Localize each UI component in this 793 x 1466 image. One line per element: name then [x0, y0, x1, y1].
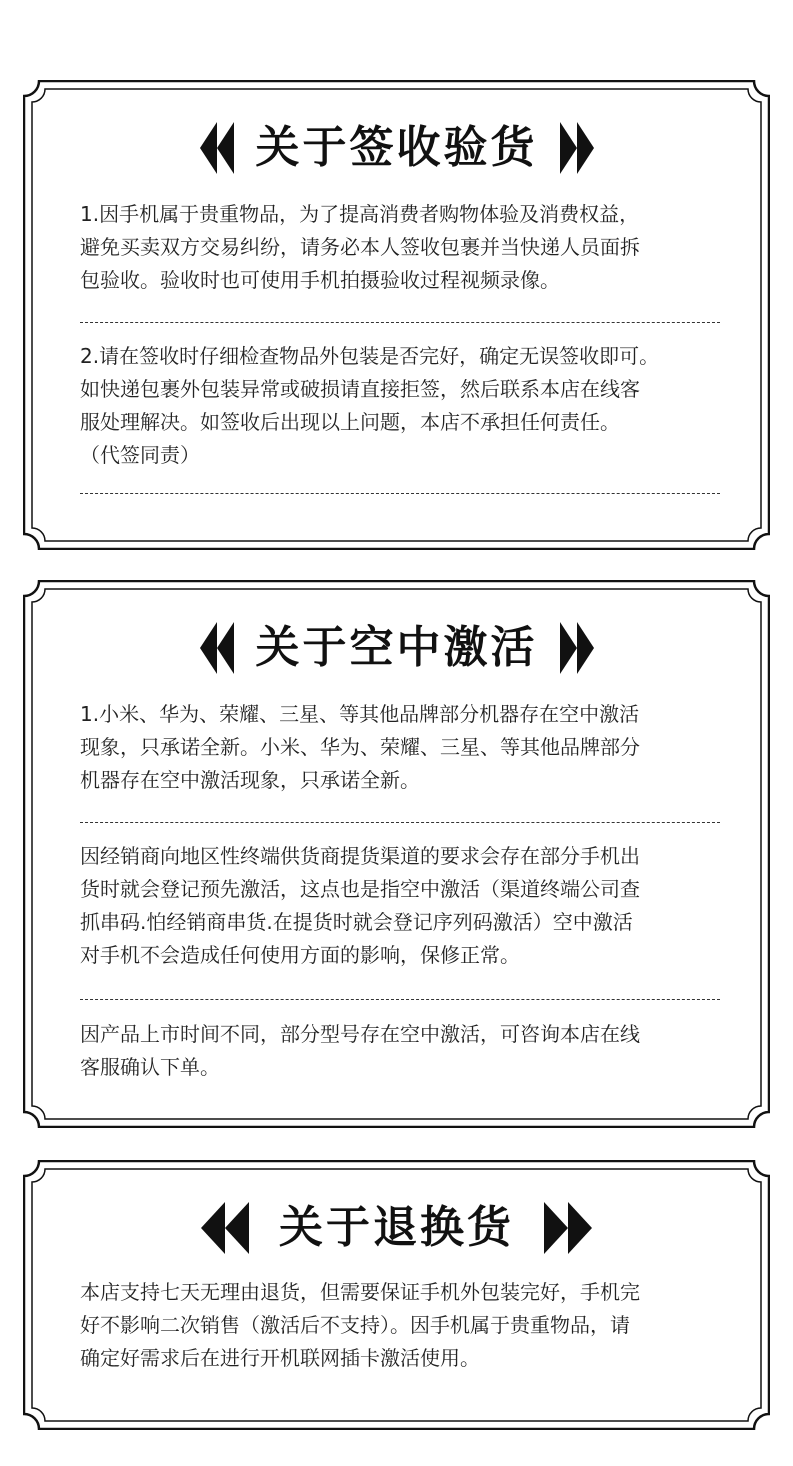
section-header: [23, 122, 770, 174]
paragraph-sign-2: [80, 340, 728, 472]
text-line: 现象，只承诺全新。小米、华为、荣耀、三星、等其他品牌部分: [80, 735, 640, 759]
dashed-divider: [80, 999, 720, 1000]
section-title: 关于退换货: [279, 1202, 514, 1253]
card-returns: [23, 1160, 770, 1430]
text-line: 确定好需求后在进行开机联网插卡激活使用。: [80, 1346, 480, 1370]
section-title: 关于签收验货: [255, 122, 538, 173]
double-left-arrow-icon: [200, 122, 234, 174]
dashed-divider: [80, 822, 720, 823]
text-line: 货时就会登记预先激活，这点也是指空中激活（渠道终端公司查: [80, 877, 640, 901]
double-left-arrow-icon: [201, 1202, 249, 1254]
text-line: 因产品上市时间不同，部分型号存在空中激活，可咨询本店在线: [80, 1022, 640, 1046]
text-line: 好不影响二次销售（激活后不支持）。因手机属于贵重物品，请: [80, 1313, 630, 1337]
paragraph-returns: [80, 1276, 728, 1375]
card-air-activation: [23, 580, 770, 1128]
paragraph-activation-1: [80, 698, 728, 797]
text-line: 对手机不会造成任何使用方面的影响，保修正常。: [80, 943, 520, 967]
dashed-divider: [80, 493, 720, 494]
section-header: [23, 622, 770, 674]
paragraph-activation-2: [80, 840, 728, 972]
text-line: 避免买卖双方交易纠纷，请务必本人签收包裹并当快递人员面拆: [80, 235, 640, 259]
double-right-arrow-icon: [544, 1202, 592, 1254]
text-line: 本店支持七天无理由退货，但需要保证手机外包装完好，手机完: [80, 1280, 640, 1304]
text-line: 如快递包裹外包装异常或破损请直接拒签，然后联系本店在线客: [80, 377, 640, 401]
text-line: 抓串码.怕经销商串货.在提货时就会登记序列码激活）空中激活: [80, 910, 633, 934]
section-header: [23, 1202, 770, 1254]
paragraph-activation-3: [80, 1018, 728, 1084]
text-line: 包验收。验收时也可使用手机拍摄验收过程视频录像。: [80, 268, 560, 292]
text-line: 1.小米、华为、荣耀、三星、等其他品牌部分机器存在空中激活: [80, 702, 640, 726]
text-line: （代签同责）: [80, 443, 200, 467]
text-line: 服处理解决。如签收后出现以上问题，本店不承担任何责任。: [80, 410, 620, 434]
double-right-arrow-icon: [560, 122, 594, 174]
text-line: 因经销商向地区性终端供货商提货渠道的要求会存在部分手机出: [80, 844, 640, 868]
text-line: 机器存在空中激活现象，只承诺全新。: [80, 768, 420, 792]
double-right-arrow-icon: [560, 622, 594, 674]
card-sign-inspection: [23, 80, 770, 550]
dashed-divider: [80, 322, 720, 323]
text-line: 1.因手机属于贵重物品，为了提高消费者购物体验及消费权益，: [80, 202, 640, 226]
paragraph-sign-1: [80, 198, 728, 297]
text-line: 客服确认下单。: [80, 1055, 220, 1079]
double-left-arrow-icon: [200, 622, 234, 674]
section-title: 关于空中激活: [255, 622, 538, 673]
text-line: 2.请在签收时仔细检查物品外包装是否完好，确定无误签收即可。: [80, 344, 660, 368]
